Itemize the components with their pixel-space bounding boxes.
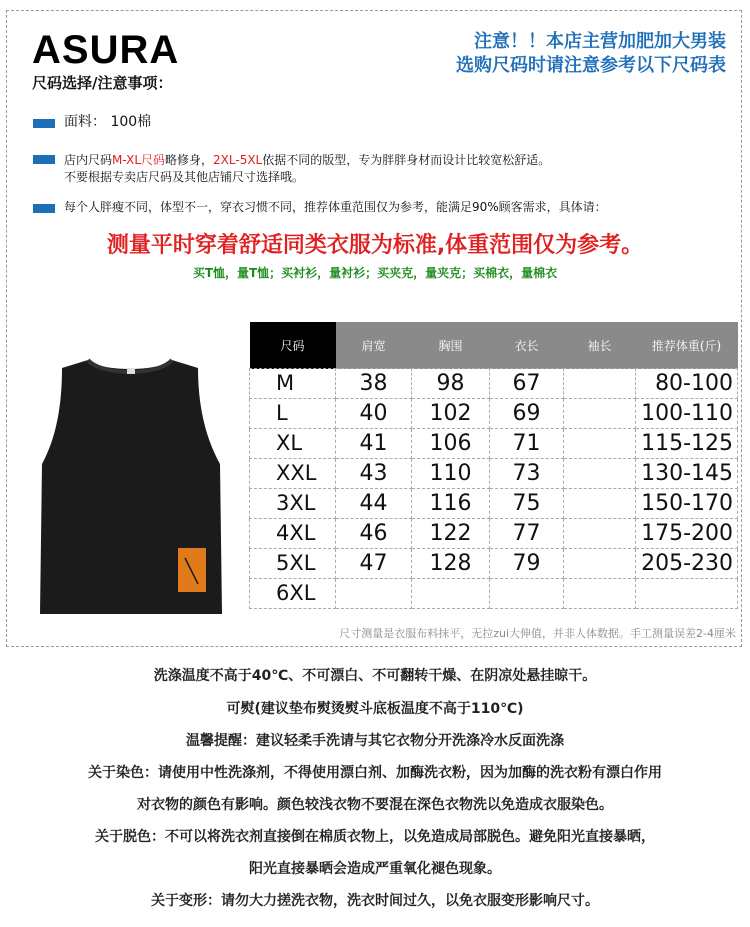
fit-text: 店内尺码 [64,153,113,167]
care-line-fade-2: 阳光直接暴晒会造成严重氧化褪色现象。 [249,861,501,877]
table-cell: 205-230 [636,549,738,579]
table-cell [564,459,636,489]
header-size: 尺码 [250,322,336,369]
fit-size-range-loose: 2XL-5XL [213,153,263,167]
table-cell: 128 [412,549,490,579]
fit-text: 依据不同的版型，专为胖胖身材而设计比较宽松舒适。 [262,153,551,167]
notice-line-2: 选购尺码时请注意参考以下尺码表 [456,55,726,76]
size-label-cell: XL [250,429,336,459]
table-cell: 67 [490,369,564,399]
store-notice [456,30,726,78]
table-cell: 77 [490,519,564,549]
table-cell [564,519,636,549]
table-cell: 43 [336,459,412,489]
table-cell [336,579,412,609]
table-cell: 46 [336,519,412,549]
care-line-dye: 关于染色：请使用中性洗涤剂，不得使用漂白剂、加酶洗衣粉，因为加酶的洗衣粉有漂白作用 [88,765,662,781]
size-chart-table [249,322,738,609]
table-cell [564,399,636,429]
table-cell [412,579,490,609]
table-cell [564,369,636,399]
black-sleeveless-tank-top-icon [30,352,230,618]
table-cell: 175-200 [636,519,738,549]
care-line-fade: 关于脱色：不可以将洗衣剂直接倒在棉质衣物上，以免造成局部脱色。避免阳光直接暴晒， [95,829,655,845]
table-cell: 115-125 [636,429,738,459]
table-row [250,399,738,429]
size-label-cell: XXL [250,459,336,489]
care-line-reminder: 温馨提醒：建议轻柔手洗请与其它衣物分开洗涤冷水反面洗涤 [186,733,564,749]
table-cell [564,489,636,519]
table-row [250,549,738,579]
table-cell: 75 [490,489,564,519]
size-label-cell: M [250,369,336,399]
table-cell: 110 [412,459,490,489]
table-cell: 40 [336,399,412,429]
fit-size-range-slim: M-XL尺码 [112,153,166,167]
table-cell: 100-110 [636,399,738,429]
table-cell [636,579,738,609]
table-cell: 44 [336,489,412,519]
table-cell [564,549,636,579]
table-cell: 69 [490,399,564,429]
care-line-dye-2: 对衣物的颜色有影响。颜色较浅衣物不要混在深色衣物洗以免造成衣服染色。 [137,797,613,813]
table-cell: 38 [336,369,412,399]
header-chest: 胸围 [412,322,490,369]
table-cell: 71 [490,429,564,459]
table-cell [564,579,636,609]
brand-logo: ASURA [32,28,180,72]
table-cell: 73 [490,459,564,489]
size-label-cell: 5XL [250,549,336,579]
header-weight: 推荐体重(斤) [636,322,738,369]
header-length: 衣长 [490,322,564,369]
table-cell: 150-170 [636,489,738,519]
table-row [250,519,738,549]
table-cell [490,579,564,609]
measurement-footnote: 尺寸测量是衣服布料抹平，无拉zui大伸值，并非人体数据。手工测量误差2-4厘米 [339,627,736,640]
page-subtitle: 尺码选择/注意事项： [32,74,173,92]
bullet-icon [33,204,55,213]
table-cell: 47 [336,549,412,579]
body-type-note: 每个人胖瘦不同，体型不一，穿衣习惯不同，推荐体重范围仅为参考，能满足90%顾客需求，具体请： [64,200,607,214]
table-cell: 79 [490,549,564,579]
table-cell: 116 [412,489,490,519]
size-label-cell: 3XL [250,489,336,519]
fit-note [64,152,550,169]
table-cell: 130-145 [636,459,738,489]
table-row [250,579,738,609]
notice-line-1: 注意！！本店主营加肥加大男装 [474,31,726,52]
measurement-advice: 测量平时穿着舒适同类衣服为标准,体重范围仅为参考。 [106,233,644,258]
measure-tip: 买T恤，量T恤；买衬衫，量衬衫；买夹克，量夹克；买棉衣，量棉衣 [192,266,558,280]
table-row [250,369,738,399]
fit-note-line-2: 不要根据专卖店尺码及其他店铺尺寸选择哦。 [64,170,305,184]
table-cell: 122 [412,519,490,549]
care-line-wash: 洗涤温度不高于40℃、不可漂白、不可翻转干燥、在阴凉处悬挂晾干。 [153,668,597,684]
table-cell: 80-100 [636,369,738,399]
care-line-iron: 可熨(建议垫布熨烫熨斗底板温度不高于110℃) [226,701,524,717]
table-cell: 41 [336,429,412,459]
table-cell: 106 [412,429,490,459]
care-line-deform: 关于变形：请勿大力搓洗衣物，洗衣时间过久，以免衣服变形影响尺寸。 [151,893,599,909]
header-shoulder: 肩宽 [336,322,412,369]
size-label-cell: L [250,399,336,429]
table-row [250,429,738,459]
bullet-icon [33,155,55,164]
table-row [250,489,738,519]
material-note: 面料： 100棉 [64,114,152,130]
table-cell [564,429,636,459]
table-cell: 102 [412,399,490,429]
table-row [250,459,738,489]
fit-text: 略修身， [165,153,214,167]
header-sleeve: 袖长 [564,322,636,369]
table-cell: 98 [412,369,490,399]
size-label-cell: 4XL [250,519,336,549]
bullet-icon [33,119,55,128]
size-label-cell: 6XL [250,579,336,609]
